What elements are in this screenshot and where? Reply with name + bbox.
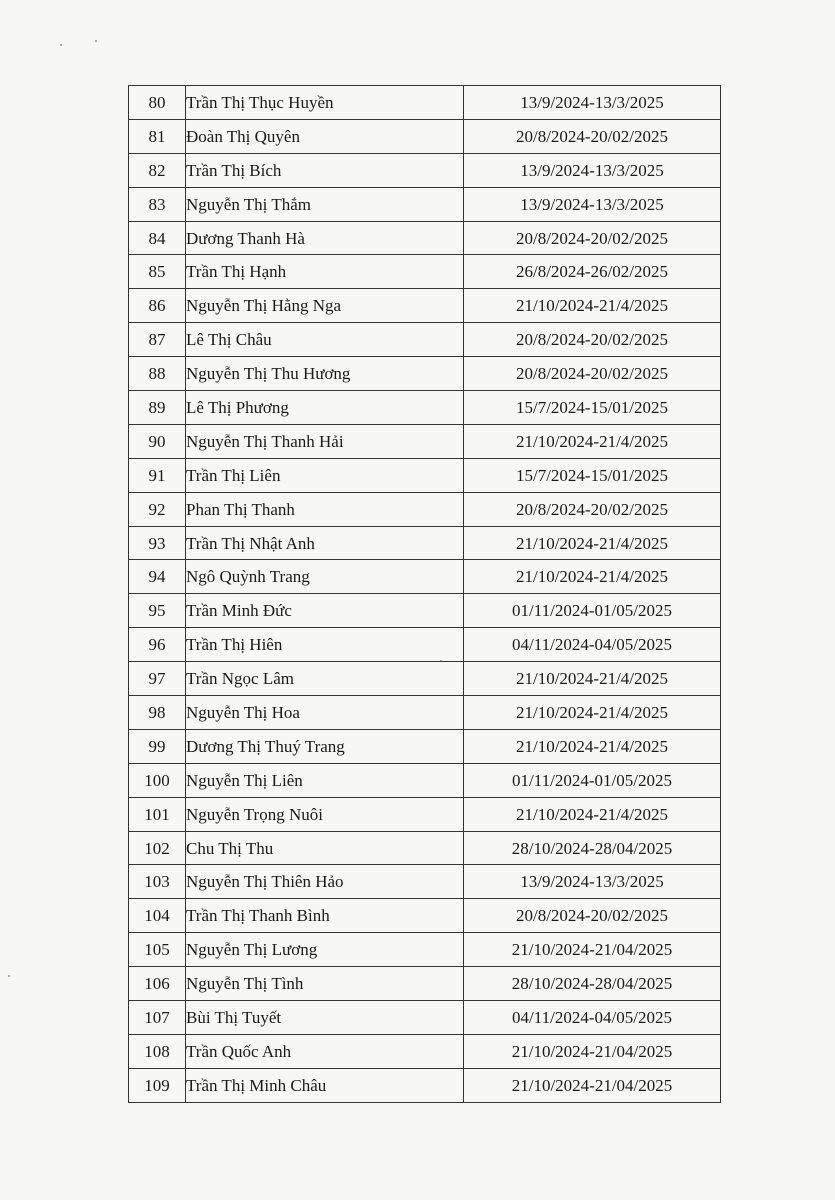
date-range: 21/10/2024-21/4/2025 (464, 560, 721, 594)
person-name: Nguyễn Thị Thanh Hải (186, 424, 464, 458)
person-name: Nguyễn Thị Hoa (186, 696, 464, 730)
row-number: 102 (129, 831, 186, 865)
row-number: 92 (129, 492, 186, 526)
table-row (129, 289, 721, 323)
person-name: Dương Thị Thuý Trang (186, 729, 464, 763)
row-number: 83 (129, 187, 186, 221)
person-name: Trần Thị Liên (186, 458, 464, 492)
table-row (129, 628, 721, 662)
table-row (129, 967, 721, 1001)
row-number: 98 (129, 696, 186, 730)
row-number: 96 (129, 628, 186, 662)
row-number: 85 (129, 255, 186, 289)
scan-speck (60, 44, 62, 46)
person-name: Trần Minh Đức (186, 594, 464, 628)
table-row (129, 153, 721, 187)
date-range: 21/10/2024-21/04/2025 (464, 1068, 721, 1102)
date-range: 15/7/2024-15/01/2025 (464, 391, 721, 425)
person-name: Dương Thanh Hà (186, 221, 464, 255)
table-row (129, 526, 721, 560)
person-name: Bùi Thị Tuyết (186, 1001, 464, 1035)
row-number: 89 (129, 391, 186, 425)
person-name: Trần Thị Thanh Bình (186, 899, 464, 933)
person-name: Nguyễn Thị Thắm (186, 187, 464, 221)
date-range: 01/11/2024-01/05/2025 (464, 763, 721, 797)
row-number: 101 (129, 797, 186, 831)
date-range: 26/8/2024-26/02/2025 (464, 255, 721, 289)
date-range: 13/9/2024-13/3/2025 (464, 187, 721, 221)
date-range: 21/10/2024-21/4/2025 (464, 526, 721, 560)
table-row (129, 323, 721, 357)
person-name: Trần Thị Nhật Anh (186, 526, 464, 560)
person-name: Phan Thị Thanh (186, 492, 464, 526)
row-number: 99 (129, 729, 186, 763)
person-name: Nguyễn Thị Tình (186, 967, 464, 1001)
date-range: 28/10/2024-28/04/2025 (464, 967, 721, 1001)
person-name: Nguyễn Thị Hằng Nga (186, 289, 464, 323)
row-number: 91 (129, 458, 186, 492)
table-row (129, 391, 721, 425)
date-range: 21/10/2024-21/4/2025 (464, 424, 721, 458)
person-name: Trần Thị Hiên (186, 628, 464, 662)
person-name: Trần Quốc Anh (186, 1034, 464, 1068)
date-range: 04/11/2024-04/05/2025 (464, 628, 721, 662)
row-number: 104 (129, 899, 186, 933)
date-range: 20/8/2024-20/02/2025 (464, 119, 721, 153)
person-name: Trần Thị Minh Châu (186, 1068, 464, 1102)
scan-speck (95, 40, 97, 42)
table-row (129, 357, 721, 391)
table-row (129, 899, 721, 933)
row-number: 95 (129, 594, 186, 628)
table-row (129, 255, 721, 289)
table-row (129, 424, 721, 458)
row-number: 105 (129, 933, 186, 967)
row-number: 93 (129, 526, 186, 560)
scan-speck (8, 975, 10, 977)
date-range: 21/10/2024-21/4/2025 (464, 729, 721, 763)
person-name: Trần Thị Bích (186, 153, 464, 187)
person-name: Trần Ngọc Lâm (186, 662, 464, 696)
roster-table-body (129, 86, 721, 1103)
row-number: 109 (129, 1068, 186, 1102)
date-range: 21/10/2024-21/04/2025 (464, 1034, 721, 1068)
date-range: 21/10/2024-21/04/2025 (464, 933, 721, 967)
person-name: Nguyễn Thị Thiên Hảo (186, 865, 464, 899)
table-row (129, 458, 721, 492)
person-name: Lê Thị Phương (186, 391, 464, 425)
table-row (129, 831, 721, 865)
date-range: 20/8/2024-20/02/2025 (464, 221, 721, 255)
date-range: 21/10/2024-21/4/2025 (464, 662, 721, 696)
row-number: 81 (129, 119, 186, 153)
row-number: 82 (129, 153, 186, 187)
date-range: 15/7/2024-15/01/2025 (464, 458, 721, 492)
date-range: 01/11/2024-01/05/2025 (464, 594, 721, 628)
row-number: 107 (129, 1001, 186, 1035)
date-range: 20/8/2024-20/02/2025 (464, 323, 721, 357)
row-number: 88 (129, 357, 186, 391)
person-name: Nguyễn Thị Thu Hương (186, 357, 464, 391)
person-name: Đoàn Thị Quyên (186, 119, 464, 153)
date-range: 20/8/2024-20/02/2025 (464, 357, 721, 391)
row-number: 100 (129, 763, 186, 797)
table-row (129, 119, 721, 153)
table-row (129, 1068, 721, 1102)
date-range: 20/8/2024-20/02/2025 (464, 899, 721, 933)
table-row (129, 662, 721, 696)
table-row (129, 933, 721, 967)
row-number: 97 (129, 662, 186, 696)
date-range: 13/9/2024-13/3/2025 (464, 865, 721, 899)
table-row (129, 594, 721, 628)
table-row (129, 696, 721, 730)
table-row (129, 187, 721, 221)
date-range: 21/10/2024-21/4/2025 (464, 289, 721, 323)
table-row (129, 797, 721, 831)
row-number: 103 (129, 865, 186, 899)
table-row (129, 492, 721, 526)
person-name: Nguyễn Trọng Nuôi (186, 797, 464, 831)
row-number: 86 (129, 289, 186, 323)
table-row (129, 1001, 721, 1035)
roster-table (128, 85, 721, 1103)
row-number: 84 (129, 221, 186, 255)
table-row (129, 221, 721, 255)
person-name: Nguyễn Thị Liên (186, 763, 464, 797)
row-number: 87 (129, 323, 186, 357)
date-range: 21/10/2024-21/4/2025 (464, 797, 721, 831)
row-number: 90 (129, 424, 186, 458)
row-number: 80 (129, 86, 186, 120)
date-range: 13/9/2024-13/3/2025 (464, 86, 721, 120)
table-row (129, 560, 721, 594)
date-range: 04/11/2024-04/05/2025 (464, 1001, 721, 1035)
table-row (129, 763, 721, 797)
date-range: 20/8/2024-20/02/2025 (464, 492, 721, 526)
date-range: 21/10/2024-21/4/2025 (464, 696, 721, 730)
row-number: 108 (129, 1034, 186, 1068)
table-row (129, 86, 721, 120)
person-name: Chu Thị Thu (186, 831, 464, 865)
person-name: Trần Thị Hạnh (186, 255, 464, 289)
row-number: 94 (129, 560, 186, 594)
person-name: Ngô Quỳnh Trang (186, 560, 464, 594)
table-row (129, 865, 721, 899)
row-number: 106 (129, 967, 186, 1001)
person-name: Nguyễn Thị Lương (186, 933, 464, 967)
date-range: 13/9/2024-13/3/2025 (464, 153, 721, 187)
person-name: Trần Thị Thục Huyền (186, 86, 464, 120)
table-row (129, 1034, 721, 1068)
date-range: 28/10/2024-28/04/2025 (464, 831, 721, 865)
table-row (129, 729, 721, 763)
person-name: Lê Thị Châu (186, 323, 464, 357)
